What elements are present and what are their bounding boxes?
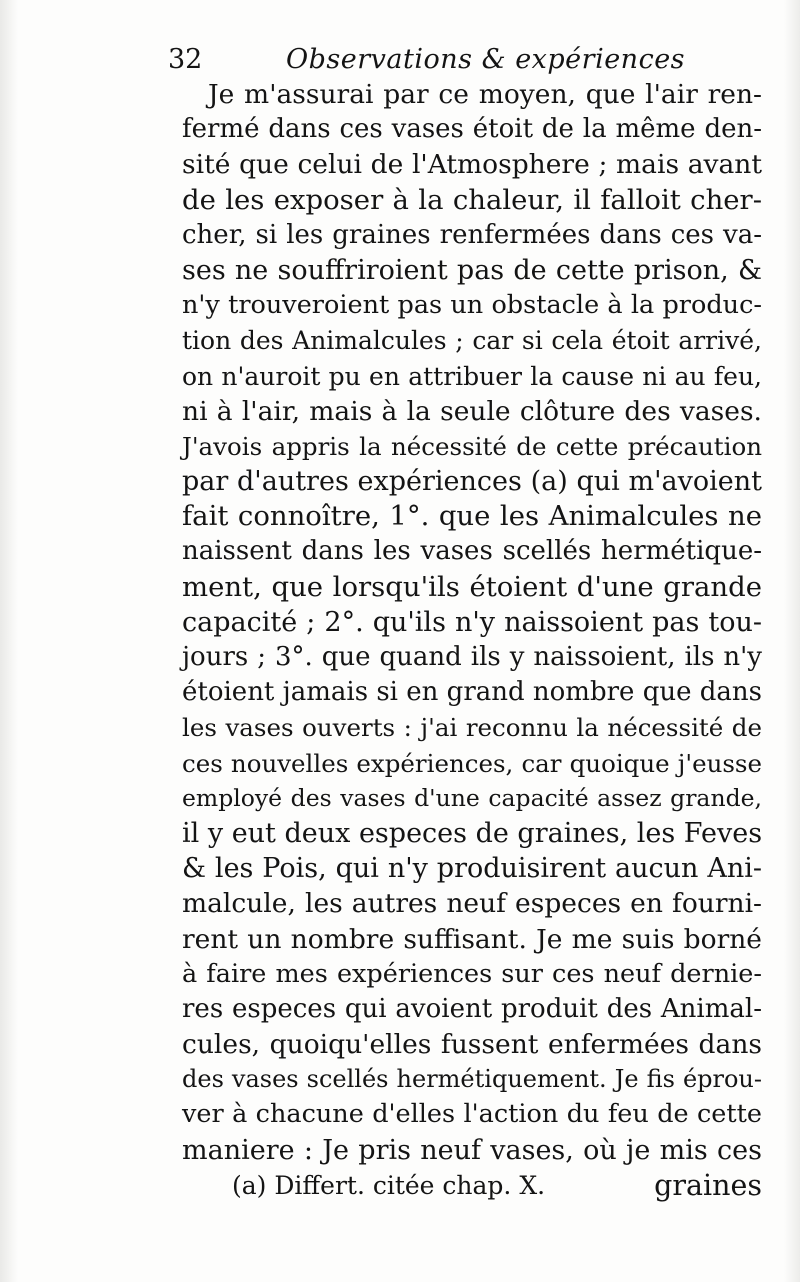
text-line: cher, si les graines renfermées dans ces va- (182, 219, 762, 250)
running-title: Observations & expériences (286, 44, 686, 75)
text-line: ni à l'air, mais à la seule clôture des vases. (182, 395, 762, 427)
page-header (168, 40, 758, 80)
text-line: étoient jamais si en grand nombre que dans (182, 677, 762, 708)
text-line: on n'auroit pu en attribuer la cause ni au feu, (182, 361, 762, 391)
text-line: res especes qui avoient produit des Animal- (182, 993, 762, 1024)
text-line: ver à chacune d'elles l'action du feu de cette (182, 1099, 762, 1130)
catchword: graines (654, 1168, 762, 1202)
page-edge-shadow-right (784, 0, 800, 1282)
page-edge-shadow-left (0, 0, 18, 1282)
text-line: naissent dans les vases scellés hermétique- (182, 536, 762, 567)
text-line: par d'autres expériences (a) qui m'avoient (182, 466, 762, 498)
text-line: sité que celui de l'Atmosphere ; mais avant (182, 149, 762, 181)
text-line: cules, quoiqu'elles fussent enfermées dans (182, 1029, 762, 1061)
text-line: employé des vases d'une capacité assez grande, (182, 783, 762, 812)
text-line: les vases ouverts : j'ai reconnu la nécessité de (182, 713, 762, 743)
text-line: malcule, les autres neuf especes en fourni- (182, 888, 762, 920)
body-text (182, 77, 762, 1203)
text-line: maniere : Je pris neuf vases, où je mis ces (182, 1134, 762, 1166)
text-line: il y eut deux especes de graines, les Feves (182, 817, 763, 849)
text-line: capacité ; 2°. qu'ils n'y naissoient pas tou- (182, 606, 762, 638)
text-line: Je m'assurai par ce moyen, que l'air ren- (208, 79, 762, 110)
text-line: fait connoître, 1°. que les Animalcules ne (182, 500, 762, 533)
text-line: de les exposer à la chaleur, il falloit cher- (182, 183, 762, 216)
text-line: jours ; 3°. que quand ils y naissoient, ils n'y (182, 642, 762, 672)
text-line: tion des Animalcules ; car si cela étoit arrivé, (182, 326, 762, 356)
text-line: rent un nombre suffisant. Je me suis borné (182, 923, 762, 955)
text-line: & les Pois, qui n'y produisirent aucun Ani- (182, 853, 762, 885)
text-line: fermé dans ces vases étoit de la même den- (182, 114, 762, 145)
text-line: des vases scellés hermétiquement. Je fis éprou- (182, 1065, 762, 1094)
page-number: 32 (168, 44, 203, 75)
text-line: ses ne souffriroient pas de cette prison, & (182, 254, 762, 286)
text-line: à faire mes expériences sur ces neuf dernie- (182, 958, 762, 989)
text-line: ment, que lorsqu'ils étoient d'une grande (182, 570, 762, 603)
text-line: J'avois appris la nécessité de cette précaution (182, 431, 762, 461)
text-line: n'y trouveroient pas un obstacle à la produc- (182, 290, 762, 321)
footnote: (a) Differt. citée chap. X. (232, 1171, 546, 1200)
text-line: ces nouvelles expériences, car quoique j'eusse (182, 748, 762, 778)
